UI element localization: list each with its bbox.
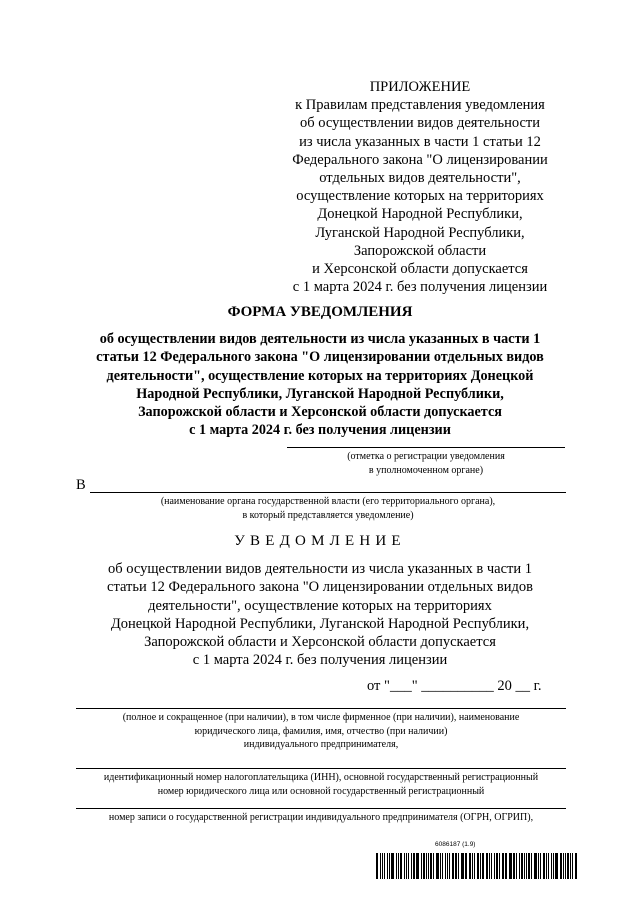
inn-field-hint [76, 771, 566, 798]
barcode-bar [486, 853, 489, 879]
barcode-bar [565, 853, 566, 879]
annex-line: с 1 марта 2024 г. без получения лицензии [292, 279, 548, 296]
form-subtitle-line: Народной Республики, Луганской Народной Республики, [136, 385, 504, 402]
barcode-bar [384, 853, 386, 879]
barcode-bar [506, 853, 507, 879]
barcode-bar [538, 853, 539, 879]
barcode-bar [524, 853, 525, 879]
barcode-bar [474, 853, 475, 879]
annex-line: ПРИЛОЖЕНИЕ [369, 79, 471, 95]
registration-mark-line [287, 447, 565, 448]
barcode-bar [466, 853, 467, 879]
registration-hint-line: (отметка о регистрации уведомления [347, 451, 505, 462]
annex-line: осуществление которых на территориях [296, 188, 544, 205]
barcode-bar [406, 853, 407, 879]
barcode-bar [502, 853, 504, 879]
notice-date-line[interactable]: от "___" __________ 20 __ г. [367, 678, 542, 694]
barcode-bar [408, 853, 409, 879]
notice-body [60, 560, 580, 670]
ogrnip-field-line[interactable] [76, 808, 566, 809]
annex-line: к Правилам представления уведомления [295, 97, 545, 114]
form-title: ФОРМА УВЕДОМЛЕНИЯ [227, 304, 413, 320]
annex-line: Донецкой Народной Республики, [317, 206, 523, 223]
annex-line: Запорожской области [353, 242, 487, 259]
barcode-bar [458, 853, 459, 879]
annex-header [270, 78, 570, 296]
barcode-bar [491, 853, 492, 879]
barcode-bar [516, 853, 517, 879]
barcode-bar [455, 853, 457, 879]
barcode-bar [428, 853, 429, 879]
registration-mark-hint [287, 450, 565, 477]
barcode-bar [416, 853, 419, 879]
barcode-bar [575, 853, 577, 879]
recipient-hint-line: в который представляется уведомление) [242, 509, 414, 521]
barcode-bar [526, 853, 527, 879]
barcode-bar [567, 853, 569, 879]
barcode-bar [421, 853, 422, 879]
barcode-bar [426, 853, 427, 879]
barcode-bar [499, 853, 500, 879]
barcode-bar [477, 853, 479, 879]
barcode-bar [389, 853, 390, 879]
recipient-prefix: В [76, 477, 86, 493]
barcode-bar [440, 853, 441, 879]
barcode-bar [494, 853, 495, 879]
inn-field-line[interactable] [76, 768, 566, 769]
inn-hint-line: номер юридического лица или основной государственный регистрационный [157, 785, 485, 797]
ogrnip-hint-line: номер записи о государственной регистрации индивидуального предпринимателя (ОГРН, ОГРИП), [108, 812, 534, 823]
barcode-bar [505, 853, 506, 879]
barcode-bar [513, 853, 515, 879]
inn-hint-line: идентификационный номер налогоплательщика (ИНН), основной государственный регистрационный [103, 772, 539, 783]
barcode-bar [430, 853, 432, 879]
barcode-bar [404, 853, 406, 879]
name-hint-line: (полное и сокращенное (при наличии), в том числе фирменное (при наличии), наименование [122, 712, 520, 723]
name-field-hint [76, 711, 566, 752]
annex-line: об осуществлении видов деятельности [299, 115, 541, 132]
recipient-field-line[interactable] [90, 492, 566, 493]
barcode-bar [423, 853, 425, 879]
recipient-hint-line: (наименование органа государственной власти (его территориального органа), [160, 496, 496, 507]
barcode-bar [400, 853, 402, 879]
barcode-bar [449, 853, 450, 879]
registration-hint-line: в уполномоченном органе) [368, 464, 484, 476]
notice-line: Донецкой Народной Республики, Луганской Народной Республики, [110, 615, 530, 632]
barcode-bar [387, 853, 388, 879]
barcode-bar [548, 853, 549, 879]
barcode-bar [534, 853, 537, 879]
barcode-bar [546, 853, 548, 879]
notice-line: об осуществлении видов деятельности из числа указанных в части 1 [108, 561, 532, 577]
barcode-bar [461, 853, 464, 879]
form-subtitle-line: статьи 12 Федерального закона "О лицензировании отдельных видов [96, 349, 544, 366]
barcode-bar [553, 853, 554, 879]
barcode-bar [398, 853, 399, 879]
ogrnip-field-hint [76, 811, 566, 825]
form-subtitle-line: с 1 марта 2024 г. без получения лицензии [189, 422, 451, 439]
form-subtitle-line: деятельности", осуществление которых на территориях Донецкой [106, 367, 534, 384]
barcode-number: 6086187 (1.9) [435, 841, 476, 848]
barcode-bar [540, 853, 541, 879]
barcode [376, 853, 578, 879]
barcode-bar [563, 853, 564, 879]
barcode-bar [551, 853, 552, 879]
notice-line: Запорожской области и Херсонской области допускается [144, 634, 496, 651]
barcode-bar [382, 853, 383, 879]
barcode-bar [469, 853, 471, 879]
notice-line: деятельности", осуществление которых на территориях [148, 597, 492, 614]
form-subtitle-line: Запорожской области и Херсонской области допускается [138, 404, 502, 421]
barcode-bar [519, 853, 520, 879]
barcode-bar [489, 853, 490, 879]
barcode-bar [433, 853, 434, 879]
barcode-bar [380, 853, 381, 879]
barcode-bar [570, 853, 571, 879]
barcode-bar [560, 853, 562, 879]
annex-line: из числа указанных в части 1 статьи 12 [299, 133, 541, 150]
barcode-bar [447, 853, 448, 879]
form-subtitle-line: об осуществлении видов деятельности из числа указанных в части 1 [99, 331, 541, 347]
barcode-bar [555, 853, 558, 879]
barcode-bar [496, 853, 498, 879]
name-field-line[interactable] [76, 708, 566, 709]
notice-line: статьи 12 Федерального закона "О лицензировании отдельных видов [107, 579, 533, 596]
barcode-bar [452, 853, 454, 879]
barcode-bar [442, 853, 443, 879]
annex-line: и Херсонской области допускается [312, 261, 528, 278]
barcode-bar [531, 853, 532, 879]
barcode-bar [482, 853, 484, 879]
barcode-bar [509, 853, 512, 879]
recipient-hint [90, 495, 566, 522]
barcode-bar [445, 853, 447, 879]
annex-line: Федерального закона "О лицензировании [292, 151, 548, 168]
barcode-bar [391, 853, 394, 879]
barcode-bar [528, 853, 530, 879]
barcode-bar [413, 853, 415, 879]
barcode-bar [436, 853, 439, 879]
barcode-bar [376, 853, 378, 879]
notice-line: с 1 марта 2024 г. без получения лицензии [192, 652, 448, 669]
barcode-bar [521, 853, 523, 879]
annex-line: отдельных видов деятельности", [319, 170, 521, 187]
annex-line: Луганской Народной Республики, [315, 224, 525, 241]
barcode-bar [543, 853, 545, 879]
barcode-bar [411, 853, 412, 879]
notice-title: УВЕДОМЛЕНИЕ [234, 533, 406, 549]
name-hint-line: индивидуального предпринимателя, [243, 739, 399, 750]
barcode-bar [572, 853, 573, 879]
barcode-bar [396, 853, 397, 879]
barcode-bar [480, 853, 481, 879]
form-subtitle [60, 330, 580, 440]
name-hint-line: юридического лица, фамилия, имя, отчество (при наличии) [194, 725, 448, 737]
barcode-bar [472, 853, 473, 879]
barcode-bar [465, 853, 466, 879]
